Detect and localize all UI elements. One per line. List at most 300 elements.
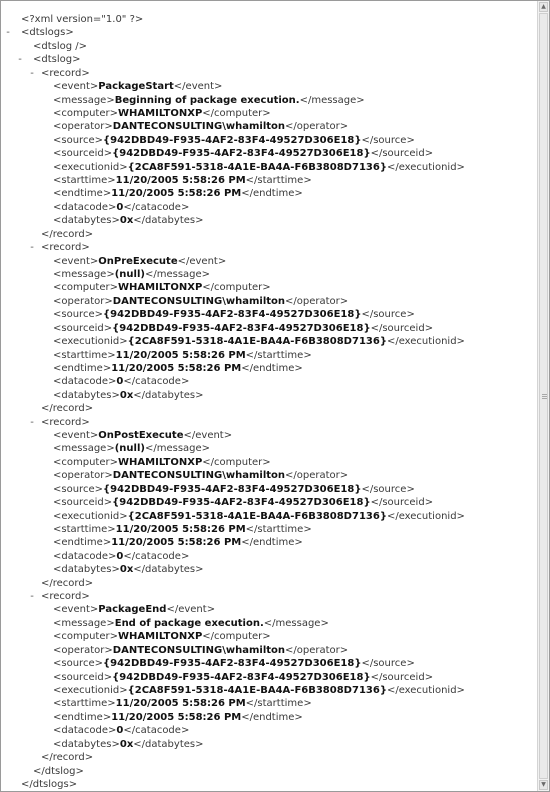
tag-name: endtime: [252, 537, 295, 549]
record-open: [30, 416, 90, 429]
dtslogs-close: [21, 778, 77, 791]
open-tag: <computer>: [53, 107, 119, 119]
tag-name: executionid: [61, 685, 120, 696]
dtslog-open: [18, 53, 81, 66]
field-value: DANTECONSULTING\whamilton: [112, 121, 286, 133]
field-value: 11/20/2005 5:58:26 PM: [111, 711, 242, 723]
collapse-toggle[interactable]: -: [30, 591, 34, 603]
tag-name: sourceid: [382, 148, 425, 160]
open-tag: <source>: [53, 658, 103, 670]
tag-name: operator: [296, 470, 340, 482]
open-tag: <starttime>: [53, 698, 116, 710]
open-tag: <event>: [53, 604, 99, 616]
tag-name: databytes: [61, 215, 112, 227]
field-value: {2CA8F591-5318-4A1E-BA4A-F6B3808D7136}: [127, 336, 387, 348]
field-message: [53, 268, 210, 281]
tag-name: endtime: [252, 188, 295, 200]
tag-name: datacode: [61, 550, 109, 562]
open-tag: <starttime>: [53, 523, 116, 535]
field-computer: [53, 107, 271, 120]
collapse-toggle[interactable]: -: [30, 242, 34, 254]
field-value: 0x: [119, 564, 134, 576]
field-starttime: [53, 523, 312, 536]
field-starttime: [53, 174, 312, 187]
field-event: [53, 603, 215, 616]
field-sourceid: [53, 496, 433, 509]
tag-name: event: [61, 604, 90, 616]
open-tag: <message>: [53, 268, 115, 280]
tag-name: executionid: [398, 510, 457, 522]
field-message: [53, 442, 210, 455]
tag-name: databytes: [145, 215, 196, 227]
record-open: [30, 590, 90, 603]
tag-name: starttime: [61, 175, 108, 187]
close-tag: </databytes>: [133, 564, 204, 576]
tag-name: catacode: [135, 201, 181, 213]
close-tag: </sourceid>: [370, 497, 434, 509]
field-value: 11/20/2005 5:58:26 PM: [111, 188, 242, 200]
close-tag: </starttime>: [245, 175, 312, 187]
open-tag: <message>: [53, 94, 115, 106]
xml-tree: [1, 1, 537, 791]
tag-name: datacode: [61, 201, 109, 213]
field-value: WHAMILTONXP: [118, 631, 203, 643]
field-datacode: [53, 724, 189, 737]
tag-name: starttime: [61, 698, 108, 710]
dtslog-close: [33, 765, 84, 778]
field-value: {2CA8F591-5318-4A1E-BA4A-F6B3808D7136}: [127, 510, 387, 522]
field-event: [53, 255, 226, 268]
open-tag: <databytes>: [53, 215, 120, 227]
tag-name: operator: [296, 644, 340, 656]
tag-name: computer: [61, 282, 110, 294]
tag-name: computer: [61, 631, 110, 643]
field-value: 11/20/2005 5:58:26 PM: [115, 175, 246, 187]
tag-name: dtslogs: [32, 778, 69, 790]
open-tag: <computer>: [53, 456, 119, 468]
field-source: [53, 657, 415, 670]
tag-name: source: [373, 309, 407, 321]
field-value: {942DBD49-F935-4AF2-83F4-49527D306E18}: [103, 134, 362, 146]
field-databytes: [53, 389, 204, 402]
tag-name: sourceid: [382, 671, 425, 683]
field-value: WHAMILTONXP: [118, 107, 203, 119]
close-tag: </message>: [263, 617, 329, 629]
close-tag: </endtime>: [241, 188, 303, 200]
field-value: 11/20/2005 5:58:26 PM: [115, 698, 246, 710]
open-tag: <message>: [53, 617, 115, 629]
tag-name: operator: [61, 644, 105, 656]
close-tag: </executionid>: [386, 336, 465, 348]
close-tag: </endtime>: [241, 537, 303, 549]
tag-name: databytes: [145, 564, 196, 576]
grip-icon: [542, 394, 547, 395]
field-source: [53, 483, 415, 496]
tag-name: event: [61, 430, 90, 442]
tag-name: record: [49, 67, 82, 79]
field-endtime: [53, 536, 303, 549]
close-tag: </record>: [41, 752, 94, 764]
tag-name: computer: [61, 107, 110, 119]
field-value: 11/20/2005 5:58:26 PM: [111, 537, 242, 549]
tag-name: datacode: [61, 725, 109, 737]
open-tag: <endtime>: [53, 188, 112, 200]
dtslogs-open: [6, 26, 74, 39]
field-starttime: [53, 349, 312, 362]
open-tag: <event>: [53, 430, 99, 442]
open-tag: <executionid>: [53, 685, 128, 696]
close-tag: </message>: [144, 268, 211, 280]
close-tag: </databytes>: [133, 215, 204, 227]
tag-name: databytes: [145, 389, 196, 401]
field-value: (null): [114, 443, 145, 455]
tag-name: executionid: [398, 161, 457, 173]
collapse-toggle[interactable]: -: [6, 27, 10, 39]
tag-name: event: [189, 255, 218, 267]
field-endtime: [53, 187, 303, 200]
close-tag: </source>: [361, 658, 415, 670]
tag-name: sourceid: [61, 497, 104, 509]
field-sourceid: [53, 147, 433, 160]
tag-name: source: [61, 483, 95, 495]
tag-name: record: [52, 752, 85, 764]
open-tag: <source>: [53, 309, 103, 321]
tag-name: message: [156, 443, 202, 455]
open-tag: <dtslog>: [33, 54, 81, 66]
open-tag: <sourceid>: [53, 671, 113, 683]
close-tag: </endtime>: [241, 362, 303, 374]
dtslog-empty: [33, 40, 87, 53]
open-tag: <datacode>: [53, 201, 117, 213]
field-event: [53, 429, 232, 442]
field-endtime: [53, 362, 303, 375]
record-open: [30, 67, 90, 80]
tag-name: executionid: [398, 685, 457, 696]
record-close: [41, 402, 93, 415]
tag-name: computer: [214, 631, 263, 643]
field-value: DANTECONSULTING\whamilton: [112, 295, 286, 307]
open-tag: <endtime>: [53, 711, 112, 723]
open-tag: <datacode>: [53, 725, 117, 737]
tag-name: message: [156, 268, 202, 280]
field-starttime: [53, 697, 312, 710]
close-tag: </operator>: [285, 470, 349, 482]
tag-name: source: [373, 483, 407, 495]
close-tag: </dtslog>: [33, 765, 84, 777]
open-tag: <computer>: [53, 282, 119, 294]
tag-name: operator: [296, 295, 340, 307]
close-tag: </executionid>: [386, 510, 465, 522]
field-databytes: [53, 563, 204, 576]
open-tag: <databytes>: [53, 738, 120, 750]
open-tag: <record>: [41, 416, 90, 428]
open-tag: <source>: [53, 134, 103, 146]
field-value: PackageStart: [98, 81, 174, 93]
field-value: WHAMILTONXP: [118, 282, 203, 294]
field-value: DANTECONSULTING\whamilton: [112, 644, 286, 656]
tag-name: source: [61, 658, 95, 670]
tag-name: executionid: [61, 336, 120, 348]
field-value: {2CA8F591-5318-4A1E-BA4A-F6B3808D7136}: [127, 161, 387, 173]
close-tag: </source>: [361, 483, 415, 495]
tag-name: starttime: [257, 349, 304, 361]
field-value: PackageEnd: [98, 604, 167, 616]
field-datacode: [53, 201, 189, 214]
field-source: [53, 134, 415, 147]
record-close: [41, 577, 93, 590]
open-tag: <databytes>: [53, 564, 120, 576]
field-value: 0: [116, 725, 124, 737]
close-tag: </source>: [361, 134, 415, 146]
close-tag: </executionid>: [386, 685, 465, 696]
close-tag: </sourceid>: [370, 148, 434, 160]
open-tag: <event>: [53, 255, 99, 267]
tag-name: operator: [296, 121, 340, 133]
field-value: {942DBD49-F935-4AF2-83F4-49527D306E18}: [103, 309, 362, 321]
tag-name: source: [373, 658, 407, 670]
close-tag: </executionid>: [386, 161, 465, 173]
tag-name: sourceid: [382, 322, 425, 334]
close-tag: </computer>: [202, 282, 271, 294]
field-executionid: [53, 161, 465, 174]
field-executionid: [53, 510, 465, 523]
record-close: [41, 751, 93, 764]
open-tag: <operator>: [53, 295, 113, 307]
tag-name: event: [178, 604, 207, 616]
tag-name: operator: [61, 295, 105, 307]
record-open: [30, 241, 90, 254]
open-tag: <operator>: [53, 470, 113, 482]
declaration-text: <?xml version="1.0" ?>: [21, 14, 144, 25]
open-tag: <dtslogs>: [21, 27, 74, 39]
close-tag: </computer>: [202, 456, 271, 468]
field-operator: [53, 644, 348, 657]
close-tag: </message>: [299, 94, 365, 106]
field-value: 0: [116, 376, 124, 388]
tag-name: databytes: [61, 738, 112, 750]
field-value: {942DBD49-F935-4AF2-83F4-49527D306E18}: [112, 148, 371, 160]
open-tag: <sourceid>: [53, 322, 113, 334]
field-value: (null): [114, 268, 145, 280]
open-tag: <starttime>: [53, 349, 116, 361]
close-tag: </computer>: [202, 631, 271, 643]
field-sourceid: [53, 671, 433, 684]
field-executionid: [53, 684, 465, 697]
tag-name: dtslog: [44, 765, 76, 777]
open-tag: <computer>: [53, 631, 119, 643]
field-value: {942DBD49-F935-4AF2-83F4-49527D306E18}: [103, 658, 362, 670]
field-value: 0x: [119, 738, 134, 750]
empty-tag: <dtslog />: [33, 40, 88, 52]
open-tag: <starttime>: [53, 175, 116, 187]
open-tag: <datacode>: [53, 376, 117, 388]
tag-name: event: [61, 255, 90, 267]
field-message: [53, 94, 365, 107]
tag-name: source: [61, 134, 95, 146]
tag-name: starttime: [257, 175, 304, 187]
field-event: [53, 80, 222, 93]
tag-name: message: [61, 443, 107, 455]
tag-name: computer: [214, 107, 263, 119]
tag-name: endtime: [61, 362, 103, 374]
tag-name: computer: [214, 456, 263, 468]
open-tag: <record>: [41, 242, 90, 254]
close-tag: </operator>: [285, 644, 349, 656]
close-tag: </event>: [166, 604, 216, 616]
tag-name: databytes: [61, 564, 112, 576]
field-endtime: [53, 711, 303, 724]
tag-name: operator: [61, 121, 105, 133]
collapse-toggle[interactable]: -: [30, 416, 34, 428]
field-value: OnPostExecute: [98, 430, 184, 442]
tag-name: record: [52, 403, 85, 415]
field-value: 11/20/2005 5:58:26 PM: [115, 349, 246, 361]
field-databytes: [53, 214, 204, 227]
tag-name: databytes: [145, 738, 196, 750]
field-message: [53, 617, 329, 630]
field-value: End of package execution.: [114, 617, 264, 629]
open-tag: <datacode>: [53, 550, 117, 562]
close-tag: </catacode>: [123, 201, 190, 213]
close-tag: </operator>: [285, 121, 349, 133]
tag-name: starttime: [257, 698, 304, 710]
tag-name: dtslogs: [29, 27, 66, 39]
scroll-up-arrow-icon[interactable]: ▲: [539, 2, 548, 12]
tag-name: dtslog: [41, 54, 73, 66]
close-tag: </record>: [41, 577, 94, 589]
field-value: {2CA8F591-5318-4A1E-BA4A-F6B3808D7136}: [127, 685, 387, 696]
field-value: {942DBD49-F935-4AF2-83F4-49527D306E18}: [112, 322, 371, 334]
tag-name: operator: [61, 470, 105, 482]
field-value: 11/20/2005 5:58:26 PM: [115, 523, 246, 535]
tag-name: endtime: [252, 711, 295, 723]
open-tag: <operator>: [53, 644, 113, 656]
field-operator: [53, 120, 348, 133]
close-tag: </starttime>: [245, 349, 312, 361]
tag-name: source: [373, 134, 407, 146]
close-tag: </catacode>: [123, 725, 190, 737]
scrollbar-thumb[interactable]: [539, 13, 548, 779]
tag-name: record: [49, 591, 82, 603]
field-value: 0: [116, 201, 124, 213]
close-tag: </sourceid>: [370, 322, 434, 334]
tag-name: datacode: [61, 376, 109, 388]
close-tag: </databytes>: [133, 389, 204, 401]
open-tag: <event>: [53, 81, 99, 93]
tag-name: endtime: [61, 188, 103, 200]
close-tag: </operator>: [285, 295, 349, 307]
field-value: 0x: [119, 389, 134, 401]
field-datacode: [53, 550, 189, 563]
open-tag: <operator>: [53, 121, 113, 133]
field-computer: [53, 456, 271, 469]
tag-name: endtime: [252, 362, 295, 374]
tag-name: sourceid: [61, 671, 104, 683]
close-tag: </message>: [144, 443, 211, 455]
close-tag: </event>: [183, 430, 233, 442]
open-tag: <executionid>: [53, 510, 128, 522]
tag-name: message: [61, 94, 107, 106]
field-computer: [53, 281, 271, 294]
field-computer: [53, 630, 271, 643]
tag-name: starttime: [61, 523, 108, 535]
close-tag: </catacode>: [123, 550, 190, 562]
open-tag: <executionid>: [53, 336, 128, 348]
field-value: Beginning of package execution.: [114, 94, 300, 106]
open-tag: <sourceid>: [53, 497, 113, 509]
close-tag: </source>: [361, 309, 415, 321]
tag-name: message: [311, 94, 357, 106]
open-tag: <source>: [53, 483, 103, 495]
open-tag: <endtime>: [53, 362, 112, 374]
tag-name: record: [49, 416, 82, 428]
field-value: {942DBD49-F935-4AF2-83F4-49527D306E18}: [112, 671, 371, 683]
open-tag: <record>: [41, 591, 90, 603]
field-databytes: [53, 738, 204, 751]
close-tag: </databytes>: [133, 738, 204, 750]
tag-name: executionid: [61, 510, 120, 522]
field-executionid: [53, 335, 465, 348]
tag-name: sourceid: [61, 322, 104, 334]
tag-name: computer: [61, 456, 110, 468]
tag-name: endtime: [61, 711, 103, 723]
tag-name: message: [61, 617, 107, 629]
collapse-toggle[interactable]: -: [18, 54, 22, 66]
close-tag: </record>: [41, 403, 94, 415]
tag-name: message: [275, 617, 321, 629]
tag-name: computer: [214, 282, 263, 294]
close-tag: </starttime>: [245, 523, 312, 535]
field-value: DANTECONSULTING\whamilton: [112, 470, 286, 482]
tag-name: catacode: [135, 550, 181, 562]
field-sourceid: [53, 322, 433, 335]
open-tag: <message>: [53, 443, 115, 455]
tag-name: starttime: [61, 349, 108, 361]
tag-name: event: [195, 430, 224, 442]
close-tag: </sourceid>: [370, 671, 434, 683]
xml-declaration: [21, 13, 143, 26]
open-tag: <sourceid>: [53, 148, 113, 160]
scroll-down-arrow-icon[interactable]: ▼: [539, 780, 548, 790]
tag-name: catacode: [135, 725, 181, 737]
vertical-scrollbar[interactable]: [537, 1, 549, 791]
close-tag: </dtslogs>: [21, 778, 78, 790]
open-tag: <executionid>: [53, 161, 128, 173]
tag-name: record: [49, 242, 82, 254]
field-value: 11/20/2005 5:58:26 PM: [111, 362, 242, 374]
tag-name: databytes: [61, 389, 112, 401]
close-tag: </starttime>: [245, 698, 312, 710]
close-tag: </event>: [173, 81, 223, 93]
tag-name: record: [52, 577, 85, 589]
field-value: OnPreExecute: [98, 255, 178, 267]
close-tag: </catacode>: [123, 376, 190, 388]
tag-name: event: [185, 81, 215, 93]
tag-name: executionid: [61, 161, 120, 173]
collapse-toggle[interactable]: -: [30, 67, 34, 79]
field-value: {942DBD49-F935-4AF2-83F4-49527D306E18}: [112, 497, 371, 509]
open-tag: <databytes>: [53, 389, 120, 401]
tag-name: message: [61, 268, 107, 280]
close-tag: </event>: [177, 255, 227, 267]
tag-name: catacode: [135, 376, 181, 388]
field-value: {942DBD49-F935-4AF2-83F4-49527D306E18}: [103, 483, 362, 495]
close-tag: </endtime>: [241, 711, 303, 723]
field-datacode: [53, 375, 189, 388]
tag-name: dtslog: [41, 40, 73, 52]
field-operator: [53, 469, 348, 482]
tag-name: endtime: [61, 537, 103, 549]
